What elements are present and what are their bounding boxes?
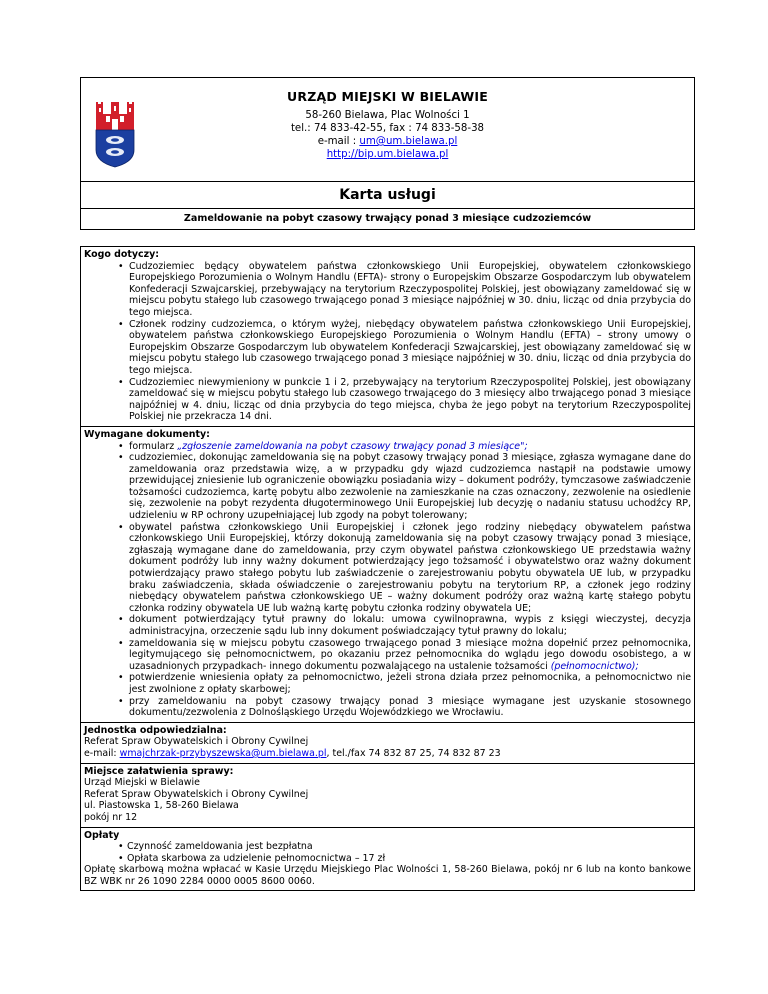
place-line: Referat Spraw Obywatelskich i Obrony Cywilnej [84,788,309,800]
service-card [80,77,695,891]
city-coat-of-arms-icon [93,102,137,168]
fees-list [84,841,691,864]
who-list [84,261,691,423]
document-item: • obywatel państwa członkowskiego Unii Europejskiej i członek jego rodziny niebędący obywatelem państwa członkowskiego Unii Europejskiej, którzy dokonują zameldowania się na pobyt czasowy trwający ponad 3 miesiące, zgłaszają wymagane dane do zameldowania, przy czym obywatel państwa członkowskiego UE przedstawia ważny dokument podróży lub inny ważny dokument potwierdzający jego tożsamość i obywatelstwo oraz ważny dokument potwierdzający prawo stałego pobytu lub zaświadczenie o zarejestrowaniu pobytu obywatela UE lub, w przypadku braku zaświadczenia, składa oświadczenie o zarejestrowaniu pobytu na terytorium RP, a członek jego rodziny niebędący obywatelem państwa członkowskiego UE – ważny dokument podróży oraz ważną kartę stałego pobytu członka rodziny obywatela UE lub ważną kartę pobytu członka rodziny obywatela UE; [84,522,691,615]
fees-heading: Opłaty [84,829,120,841]
fees-payment-note: Opłatę skarbową można wpłacać w Kasie Urzędu Miejskiego Plac Wolności 1, 58-260 Bielawa, pokój nr 6 lub na konto bankowe BZ WBK nr 26 1090 2284 0000 0005 8600 0060. [84,864,691,887]
office-email-label: e-mail : [317,136,360,147]
office-email-link[interactable]: um@um.bielawa.pl [359,136,458,147]
office-email-line [82,135,693,148]
section-who [81,247,695,427]
document-item [84,441,691,453]
document-item [84,638,691,673]
office-bip-link[interactable]: http://bip.um.bielawa.pl [326,149,449,160]
section-spacer [81,230,695,247]
office-address: 58-260 Bielawa, Plac Wolności 1 [305,110,470,121]
service-card-table [80,77,695,891]
document-proxy-note: (pełnomocnictwo); [550,660,639,672]
who-item: • Cudzoziemiec będący obywatelem państwa członkowskiego Unii Europejskiej, obywatelem członkowskiego Europejskiego Porozumienia o Wolnym Handlu (EFTA)- strony o Europejskim Obszarze Gospodarczym lub obywatelem Konfederacji Szwajcarskiej, przebywający na terytorium Rzeczypospolitej Polskiej, jest obowiązany zameldować się w miejscu pobytu stałego lub czasowego trwającego ponad 3 miesiące najpóźniej w 30. dniu, licząc od dnia przybycia do tego miejsca. [84,261,691,319]
documents-list [84,441,691,719]
who-item: • Członek rodziny cudzoziemca, o którym wyżej, niebędący obywatelem państwa członkowskiego Unii Europejskiej, obywatelem państwa członkowskiego Europejskiego Porozumienia o Wolnym Handlu (EFTA) – strony umowy o Europejskim Obszarze Gospodarczym lub obywatelem Konfederacji Szwajcarskiej, jest obowiązany zameldować się w miejscu pobytu stałego lub czasowego trwającego ponad 3 miesiące najpóźniej w 30. dniu, licząc od dnia przybycia do tego miejsca. [84,319,691,377]
unit-name: Referat Spraw Obywatelskich i Obrony Cywilnej [84,736,309,748]
unit-phone: , tel./fax 74 832 87 25, 74 832 87 23 [326,747,501,759]
section-unit [81,722,695,763]
document-item: • potwierdzenie wniesienia opłaty za pełnomocnictwo, jeżeli strona działa przez pełnomocnika, a pełnomocnictwo nie jest zwolnione z opłaty skarbowej; [84,672,691,695]
document-item: • dokument potwierdzający tytuł prawny do lokalu: umowa cywilnoprawna, wypis z księgi wieczystej, decyzja administracyjna, orzeczenie sądu lub inny dokument poświadczający tytuł prawny do lokalu; [84,614,691,637]
who-heading: Kogo dotyczy: [84,249,160,260]
service-name: Zameldowanie na pobyt czasowy trwający ponad 3 miesiące cudzoziemców [81,209,695,230]
unit-heading: Jednostka odpowiedzialna: [84,724,227,736]
place-heading: Miejsce załatwienia sprawy: [84,765,234,777]
unit-email-label: e-mail: [84,747,120,759]
section-place [81,763,695,827]
documents-heading: Wymagane dokumenty: [84,428,210,440]
office-name: URZĄD MIEJSKI W BIELAWIE [287,89,488,104]
fee-item: • Opłata skarbowa za udzielenie pełnomocnictwa – 17 zł [84,853,691,865]
office-phone-fax: tel.: 74 833-42-55, fax : 74 833-58-38 [290,123,485,134]
document-proxy-text: zameldowania się w miejscu pobytu czasowego trwającego ponad 3 miesiące można dopełnić przez pełnomocnika, legitymującego się pełnomocnictwem, po okazaniu przez pełnomocnika do wglądu jego dowodu osobistego, a w uzasadnionych przypadkach- innego dokumentu pozwalającego na ustalenie tożsamości [129,637,691,672]
office-header [81,78,695,182]
document-item: • przy zameldowaniu na pobyt czasowy trwający ponad 3 miesiące wymagane jest uzyskanie stosownego dokumentu/zezwolenia z Dolnośląskiego Urzędu Wojewódzkiego we Wrocławiu. [84,696,691,719]
document-form-link[interactable]: „zgłoszenie zameldowania na pobyt czasowy trwający ponad 3 miesiące"; [177,440,528,452]
section-documents [81,426,695,722]
document-item: • cudzoziemiec, dokonując zameldowania się na pobyt czasowy trwający ponad 3 miesiące, zgłasza wymagane dane do zameldowania oraz przedstawia wizę, a w przypadku gdy wjazd cudzoziemca nastąpił na podstawie umowy przewidującej zniesienie lub ograniczenie obowiązku posiadania wizy – dokument podróży, tymczasowe zaświadczenie tożsamości cudzoziemca, kartę pobytu albo zezwolenie na zamieszkanie na czas oznaczony, zezwolenie na osiedlenie się, zezwolenie na pobyt rezydenta długoterminowego Unii Europejskiej lub decyzję o nadaniu statusu uchodźcy RP, udzieleniu w RP ochrony uzupełniającej lub zgody na pobyt tolerowany; [84,452,691,522]
fee-item: • Czynność zameldowania jest bezpłatna [84,841,691,853]
unit-contact [84,748,691,760]
document-form-prefix: formularz [129,440,178,452]
office-bip-line [82,148,693,161]
place-line: pokój nr 12 [84,811,138,823]
who-item: • Cudzoziemiec niewymieniony w punkcie 1 i 2, przebywający na terytorium Rzeczypospolitej Polskiej, jest obowiązany zameldować się w miejscu pobytu stałego lub czasowego trwającego do 3 miesięcy albo trwającego ponad 3 miesiące najpóźniej w 4. dniu, licząc od dnia przybycia do tego miejsca, chyba że jego pobyt na terytorium Rzeczypospolitej Polskiej nie przekracza 14 dni. [84,377,691,423]
section-fees [81,827,695,891]
place-line: Urząd Miejski w Bielawie [84,777,200,789]
card-title: Karta usługi [81,182,695,209]
unit-email-link[interactable]: wmajchrzak-przybyszewska@um.bielawa.pl [119,747,327,759]
place-line: ul. Piastowska 1, 58-260 Bielawa [84,800,239,812]
